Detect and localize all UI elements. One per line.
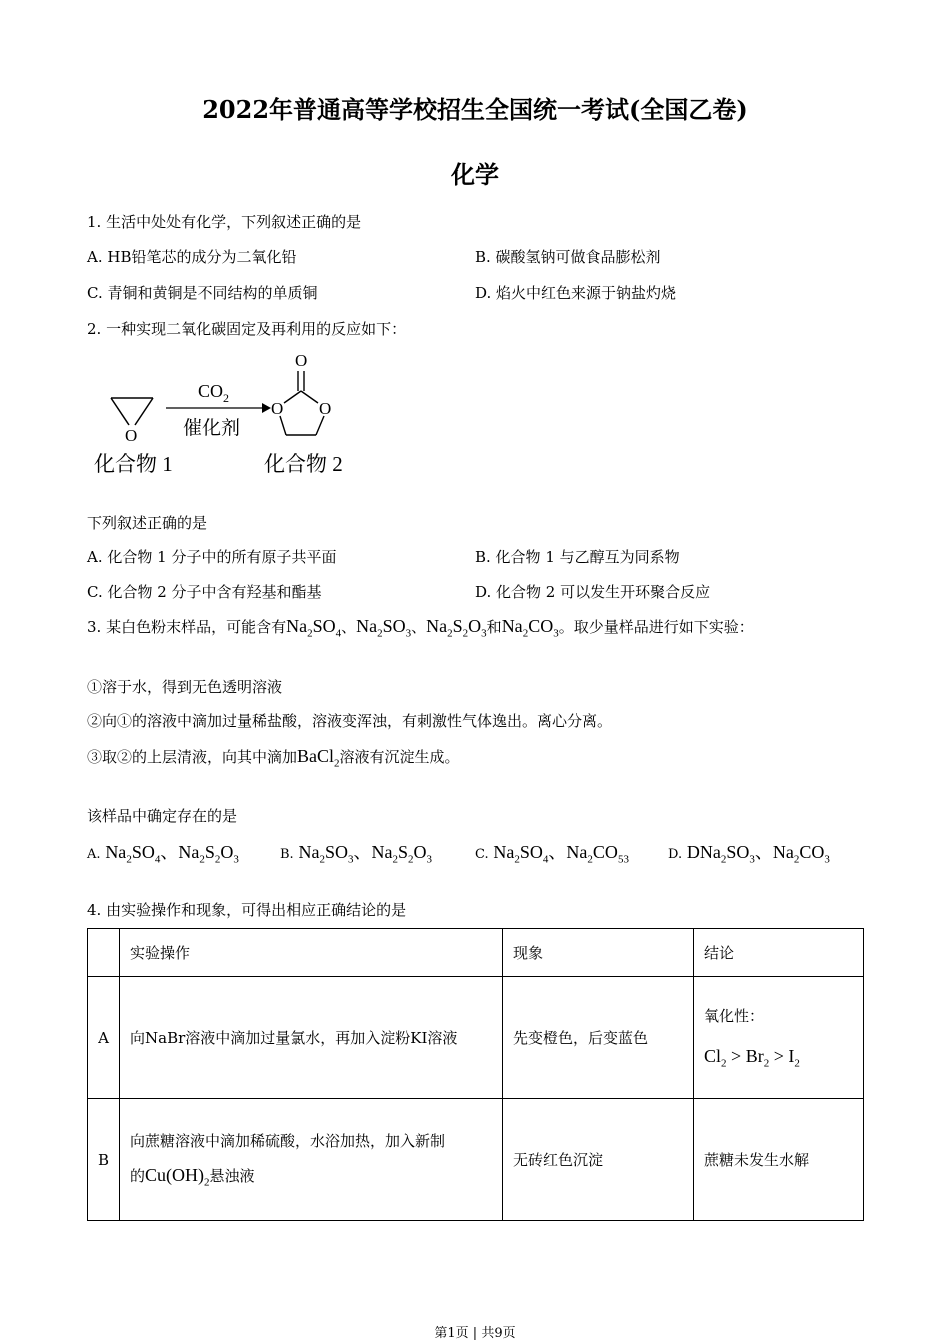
q4-table [87, 928, 864, 1221]
page-footer: 第1页 | 共9页 [434, 1326, 516, 1341]
q1-option-d: D. 焰火中红色来源于钠盐灼烧 [475, 284, 677, 302]
q2-option-b: B. 化合物 1 与乙醇互为同系物 [475, 548, 680, 566]
q3-option-d: D. $DNa_2SO_3$、$Na_2CO_3$ [668, 842, 830, 866]
formula-na2s2o3: $Na_2S_2O_3$ [426, 616, 487, 640]
epoxide-bond-right [135, 398, 153, 425]
row-a-operation: 向NaBr溶液中滴加过量氯水，再加入淀粉KI溶液 [120, 977, 503, 1099]
subject-heading: 化学 [451, 160, 499, 189]
row-b-label: B [88, 1099, 120, 1221]
q2-option-c: C. 化合物 2 分子中含有羟基和酯基 [87, 583, 322, 601]
q2-ask: 下列叙述正确的是 [87, 514, 208, 532]
formula-oxidation-order: $Cl_2 > Br_2 > I_2$ [704, 1046, 800, 1070]
table-row-b [88, 1099, 864, 1221]
formula-na2so4: $Na_2SO_4$ [286, 616, 342, 640]
table-header-row [88, 929, 864, 977]
q3-step2: ②向①的溶液中滴加过量稀盐酸，溶液变浑浊，有刺激性气体逸出。离心分离。 [87, 712, 613, 730]
carbonyl-oxygen: O [295, 351, 308, 370]
table-row-a [88, 977, 864, 1099]
row-a-conclusion: 氧化性： $Cl_2 > Br_2 > I_2$ [694, 977, 864, 1099]
q2-stem: 2. 一种实现二氧化碳固定及再利用的反应如下： [87, 320, 407, 338]
reagent-co2: $CO_2$ [198, 381, 230, 405]
q4-stem: 4. 由实验操作和现象，可得出相应正确结论的是 [87, 901, 407, 919]
catalyst-label: 催化剂 [183, 418, 241, 439]
epoxide-bond-left [111, 398, 129, 425]
formula-bacl2: BaCl$_2$ [297, 746, 340, 770]
formula-cuoh2: $Cu(OH)_2$ [145, 1165, 210, 1189]
q3-step1: ①溶于水，得到无色透明溶液 [87, 678, 283, 696]
reaction-arrow-head [262, 403, 271, 413]
ring-bond-c-o-right [301, 391, 318, 403]
q2-option-d: D. 化合物 2 可以发生开环聚合反应 [475, 583, 711, 601]
row-b-conclusion: 蔗糖未发生水解 [694, 1099, 864, 1221]
q3-step3: ③取②的上层清液，向其中滴加BaCl$_2$溶液有沉淀生成。 [87, 746, 460, 770]
formula-na2co3: $Na_2CO_3$ [501, 616, 559, 640]
reaction-scheme [88, 345, 378, 485]
header-operation: 实验操作 [120, 929, 503, 977]
ring-oxygen-right: O [319, 399, 332, 418]
compound-2-label: 化合物 2 [264, 452, 343, 476]
q1-option-a: A. HB铅笔芯的成分为二氧化铅 [87, 248, 297, 266]
header-conclusion: 结论 [694, 929, 864, 977]
ring-oxygen-left: O [271, 399, 284, 418]
compound-1-label: 化合物 1 [94, 452, 173, 476]
row-b-operation: 向蔗糖溶液中滴加稀硫酸，水浴加热，加入新制 的$Cu(OH)_2$悬浊液 [120, 1099, 503, 1221]
q3-stem: 3. 某白色粉末样品，可能含有$Na_2SO_4$、$Na_2SO_3$、$Na_2S_2O_3$和$Na_2CO_3$。取少量样品进行如下实验： [87, 616, 754, 640]
header-phenomenon: 现象 [503, 929, 694, 977]
row-a-label: A [88, 977, 120, 1099]
q3-option-c: C. $Na_2SO_4$、$Na_2CO_{53}$ [475, 842, 629, 866]
q3-option-a: A. $Na_2SO_4$、$Na_2S_2O_3$ [87, 842, 239, 866]
page-title: 2022年普通高等学校招生全国统一考试(全国乙卷) [202, 95, 748, 124]
q1-option-c: C. 青铜和黄铜是不同结构的单质铜 [87, 284, 318, 302]
q3-option-b: B. $Na_2SO_3$、$Na_2S_2O_3$ [280, 842, 432, 866]
ring-bond-o-ch2-left [280, 416, 286, 435]
ring-bond-c-o-left [284, 391, 301, 403]
q1-option-b: B. 碳酸氢钠可做食品膨松剂 [475, 248, 661, 266]
q1-stem: 1. 生活中处处有化学，下列叙述正确的是 [87, 213, 362, 231]
row-a-phenomenon: 先变橙色，后变蓝色 [503, 977, 694, 1099]
formula-na2so3: $Na_2SO_3$ [356, 616, 412, 640]
ring-bond-o-ch2-right [316, 416, 324, 435]
epoxide-oxygen: O [125, 426, 138, 445]
row-b-phenomenon: 无砖红色沉淀 [503, 1099, 694, 1221]
q2-option-a: A. 化合物 1 分子中的所有原子共平面 [87, 548, 337, 566]
q3-ask: 该样品中确定存在的是 [87, 807, 238, 825]
